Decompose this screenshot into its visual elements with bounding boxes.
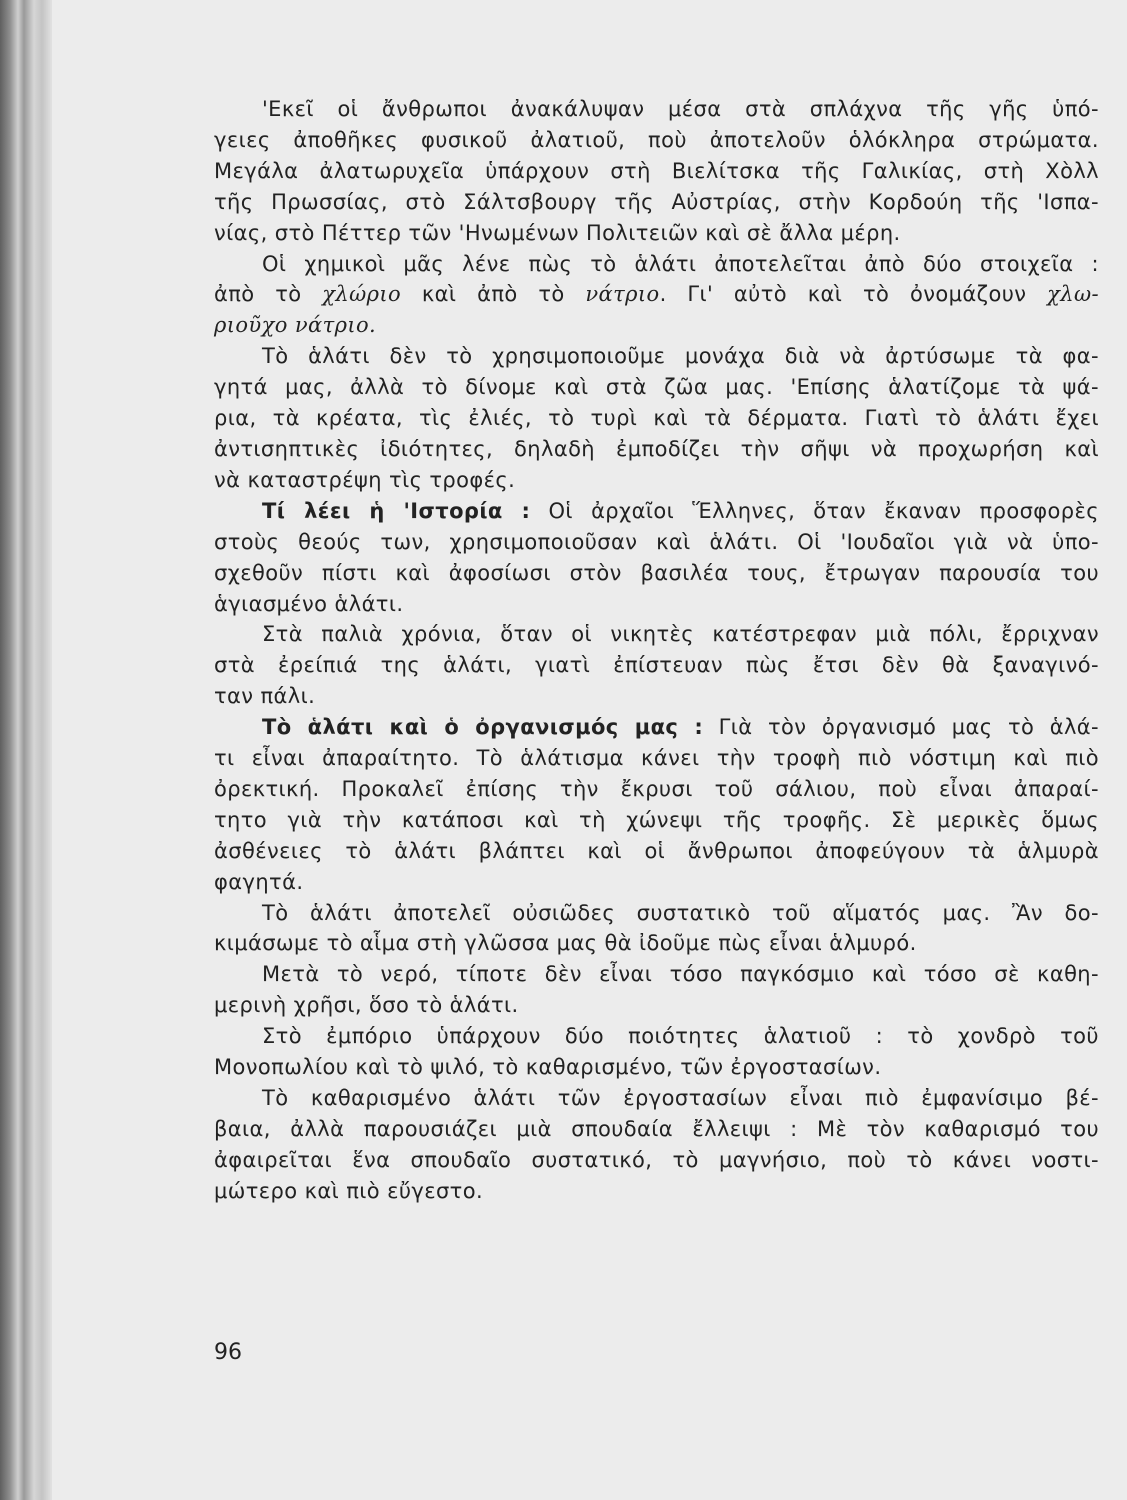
text-line: ρια, τὰ κρέατα, τὶς ἐλιές, τὸ τυρὶ καὶ τὰ δέρματα. Γιατὶ τὸ ἁλάτι ἔχει bbox=[214, 406, 1099, 431]
term-sodium-chloride-a: χλω- bbox=[1047, 282, 1099, 307]
text-line: Μετὰ τὸ νερό, τίποτε δὲν εἶναι τόσο παγκόσμιο καὶ τόσο σὲ καθη- bbox=[262, 962, 1099, 987]
text-line: Τὸ καθαρισμένο ἁλάτι τῶν ἐργοστασίων εἶναι πιὸ ἐμφανίσιμο βέ- bbox=[262, 1086, 1099, 1110]
paragraph-blood bbox=[214, 898, 1099, 960]
text-line: Στὰ παλιὰ χρόνια, ὅταν οἱ νικητὲς κατέστρεφαν μιὰ πόλι, ἔρριχναν bbox=[262, 622, 1099, 647]
text-line bbox=[214, 279, 1099, 310]
book-spine-edge bbox=[0, 0, 52, 1500]
text-line: σχεθοῦν πίστι καὶ ἀφοσίωσι στὸν βασιλέα τους, ἔτρωγαν παρουσία του bbox=[214, 560, 1099, 585]
paragraph-qualities bbox=[214, 1021, 1099, 1083]
text-line: ἀφαιρεῖται ἕνα σπουδαῖο συστατικό, τὸ μαγνήσιο, ποὺ τὸ κάνει νοστι- bbox=[214, 1147, 1099, 1172]
paragraph-history bbox=[214, 496, 1099, 620]
page-number: 96 bbox=[214, 1340, 242, 1365]
term-chlorine: χλώριο bbox=[322, 282, 402, 307]
text-line: τι εἶναι ἀπαραίτητο. Τὸ ἁλάτισμα κάνει τὴν τροφὴ πιὸ νόστιμη καὶ πιὸ bbox=[214, 746, 1099, 771]
text-line: Στὸ ἐμπόριο ὑπάρχουν δύο ποιότητες ἁλατιοῦ : τὸ χονδρὸ τοῦ bbox=[262, 1024, 1099, 1049]
text-line bbox=[214, 496, 1099, 527]
text-line: νὰ καταστρέψη τὶς τροφές. bbox=[214, 467, 516, 492]
text-line bbox=[214, 712, 1099, 743]
text-line: ἀντισηπτικὲς ἰδιότητες, δηλαδὴ ἐμποδίζει τὴν σῆψι νὰ προχωρήση καὶ bbox=[214, 436, 1099, 461]
paragraph-chemistry bbox=[214, 249, 1099, 342]
text-line: μώτερο καὶ πιὸ εὔγεστο. bbox=[214, 1178, 484, 1203]
text-line: Μεγάλα ἀλατωρυχεῖα ὑπάρχουν στὴ Βιελίτσκα τῆς Γαλικίας, στὴ Χὸλλ bbox=[214, 158, 1099, 183]
paragraph-salt-deposits bbox=[214, 94, 1099, 249]
text-line: ἀσθένειες τὸ ἁλάτι βλάπτει καὶ οἱ ἄνθρωποι ἀποφεύγουν τὰ ἁλμυρὰ bbox=[214, 838, 1099, 863]
paragraph-uses bbox=[214, 341, 1099, 496]
text-fragment: ἀπὸ τὸ bbox=[214, 282, 323, 307]
page-text bbox=[214, 94, 1099, 1207]
text-line: Οἱ χημικοὶ μᾶς λένε πὼς τὸ ἁλάτι ἀποτελεῖται ἀπὸ δύο στοιχεῖα : bbox=[262, 251, 1099, 276]
text-line: γειες ἀποθῆκες φυσικοῦ ἀλατιοῦ, ποὺ ἀποτελοῦν ὁλόκληρα στρώματα. bbox=[214, 127, 1099, 152]
paragraph-ancient-times bbox=[214, 619, 1099, 712]
text-line: μερινὴ χρῆσι, ὅσο τὸ ἁλάτι. bbox=[214, 993, 519, 1018]
text-line: φαγητά. bbox=[214, 869, 304, 894]
text-line: στὰ ἐρείπιά της ἁλάτι, γιατὶ ἐπίστευαν πὼς ἔτσι δὲν θὰ ξαναγινό- bbox=[214, 653, 1099, 678]
text-fragment: . Γι' αὐτὸ καὶ τὸ ὀνομάζουν bbox=[659, 282, 1048, 307]
section-heading-organism: Τὸ ἁλάτι καὶ ὁ ὀργανισμός μας : bbox=[262, 715, 704, 740]
term-sodium-chloride-b: ριοῦχο νάτριο. bbox=[214, 313, 377, 338]
text-line: κιμάσωμε τὸ αἷμα στὴ γλῶσσα μας θὰ ἰδοῦμε πὼς εἶναι ἁλμυρό. bbox=[214, 931, 917, 956]
text-fragment: Γιὰ τὸν ὀργανισμό μας τὸ ἁλά- bbox=[703, 715, 1100, 740]
term-sodium: νάτριο bbox=[585, 282, 660, 307]
text-line: Τὸ ἁλάτι δὲν τὸ χρησιμοποιοῦμε μονάχα διὰ νὰ ἀρτύσωμε τὰ φα- bbox=[262, 344, 1099, 369]
text-line: Μονοπωλίου καὶ τὸ ψιλό, τὸ καθαρισμένο, τῶν ἐργοστασίων. bbox=[214, 1055, 882, 1080]
paragraph-daily-use bbox=[214, 959, 1099, 1021]
section-heading-history: Τί λέει ἡ 'Ιστορία : bbox=[262, 498, 531, 523]
text-line: ταν πάλι. bbox=[214, 684, 316, 709]
paragraph-refined-salt bbox=[214, 1083, 1099, 1207]
text-line: στοὺς θεούς των, χρησιμοποιοῦσαν καὶ ἁλάτι. Οἱ 'Ιουδαῖοι γιὰ νὰ ὑπο- bbox=[214, 529, 1099, 554]
text-line: ἁγιασμένο ἁλάτι. bbox=[214, 591, 404, 616]
text-fragment: καὶ ἀπὸ τὸ bbox=[401, 282, 586, 307]
text-line: βαια, ἀλλὰ παρουσιάζει μιὰ σπουδαία ἔλλειψι : Μὲ τὸν καθαρισμό του bbox=[214, 1116, 1099, 1141]
text-line: ὀρεκτική. Προκαλεῖ ἐπίσης τὴν ἔκρυσι τοῦ σάλιου, ποὺ εἶναι ἀπαραί- bbox=[214, 776, 1099, 801]
text-line: Τὸ ἁλάτι ἀποτελεῖ οὐσιῶδες συστατικὸ τοῦ αἵματός μας. Ἂν δο- bbox=[262, 900, 1099, 925]
paragraph-organism bbox=[214, 712, 1099, 897]
text-fragment: Οἱ ἀρχαῖοι Ἕλληνες, ὅταν ἔκαναν προσφορὲς bbox=[530, 498, 1099, 523]
text-line: νίας, στὸ Πέττερ τῶν 'Ηνωμένων Πολιτειῶν καὶ σὲ ἄλλα μέρη. bbox=[214, 220, 901, 245]
text-line: τητο γιὰ τὴν κατάποσι καὶ τὴ χώνεψι τῆς τροφῆς. Σὲ μερικὲς ὅμως bbox=[214, 807, 1099, 832]
text-line: τῆς Πρωσσίας, στὸ Σάλτσβουργ τῆς Αὐστρίας, στὴν Κορδούη τῆς 'Ισπα- bbox=[214, 189, 1099, 214]
text-line: 'Εκεῖ οἱ ἄνθρωποι ἀνακάλυψαν μέσα στὰ σπλάχνα τῆς γῆς ὑπό- bbox=[262, 97, 1099, 121]
text-line: γητά μας, ἀλλὰ τὸ δίνομε καὶ στὰ ζῶα μας. 'Επίσης ἁλατίζομε τὰ ψά- bbox=[214, 375, 1099, 400]
